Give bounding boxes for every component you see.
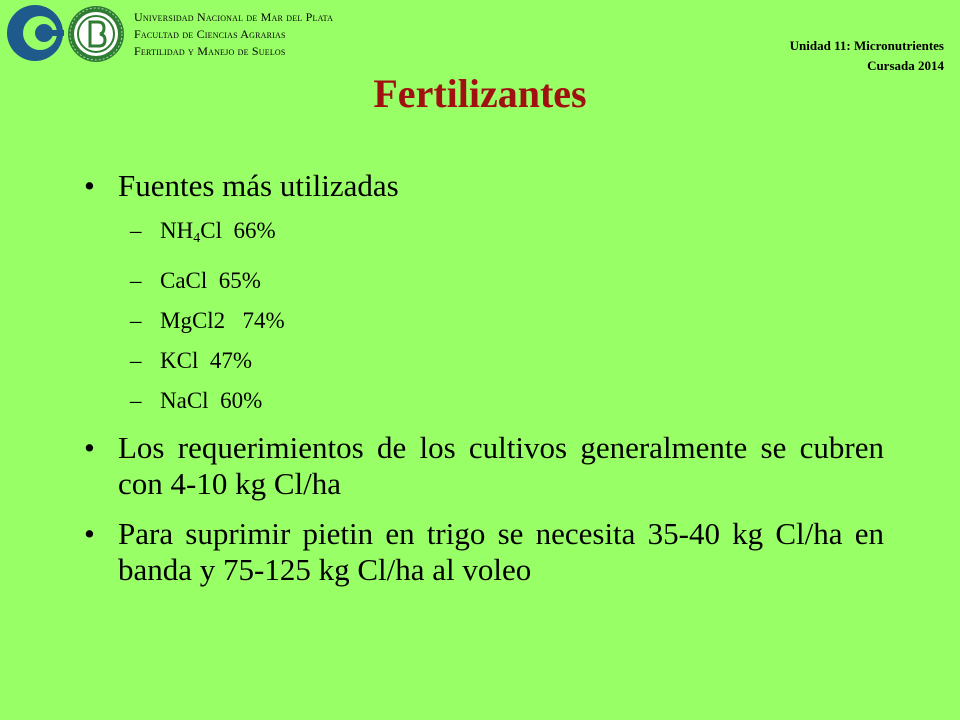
institution-line-university: Universidad Nacional de Mar del Plata [134, 10, 334, 24]
formula-cacl: CaCl [160, 268, 208, 293]
bullet-sources [84, 168, 884, 204]
university-logo-icon [6, 4, 64, 62]
bullet-requirements-text: Los requerimientos de los cultivos generalmente se cubren con 4-10 kg Cl/ha [118, 430, 884, 501]
bullet-pietin-text: Para suprimir pietin en trigo se necesita 35-40 kg Cl/ha en banda y 75-125 kg Cl/ha al voleo [118, 516, 884, 587]
sub-item-cacl [84, 268, 884, 294]
formula-mgcl2: MgCl2 [160, 308, 226, 333]
sub-dash: – [130, 348, 142, 373]
course-year: Cursada 2014 [867, 58, 944, 73]
faculty-seal-icon [66, 4, 126, 64]
slide-title: Fertilizantes [373, 71, 587, 116]
formula-nh4cl: $NH_4Cl$ [160, 218, 222, 246]
sub-item-nh4cl [84, 218, 884, 252]
value-nh4cl: 66% [233, 218, 276, 243]
value-mgcl2: 74% [242, 308, 285, 333]
slide-content [84, 168, 884, 588]
value-cacl: 65% [218, 268, 261, 293]
bullet-sources-label: Fuentes más utilizadas [118, 168, 399, 203]
sub-dash: – [130, 218, 142, 243]
value-kcl: 47% [209, 348, 253, 373]
bullet-dot: • [84, 430, 95, 465]
unit-title: Unidad 11: Micronutrientes [789, 38, 944, 53]
formula-nacl: NaCl [160, 388, 209, 413]
institution-line-faculty: Facultad de Ciencias Agrarias [134, 27, 286, 41]
bullet-dot: • [84, 516, 95, 551]
bullet-pietin [84, 516, 884, 588]
sub-item-nacl [84, 388, 884, 414]
bullet-requirements [84, 430, 884, 502]
formula-kcl: KCl [160, 348, 199, 373]
sub-dash: – [130, 308, 142, 333]
value-nacl: 60% [220, 388, 263, 413]
sub-item-kcl [84, 348, 884, 374]
sub-item-mgcl2 [84, 308, 884, 334]
institution-header [134, 9, 333, 60]
institution-line-course: Fertilidad y Manejo de Suelos [134, 44, 286, 58]
sub-dash: – [130, 388, 142, 413]
bullet-dot: • [84, 168, 95, 203]
sub-dash: – [130, 268, 142, 293]
